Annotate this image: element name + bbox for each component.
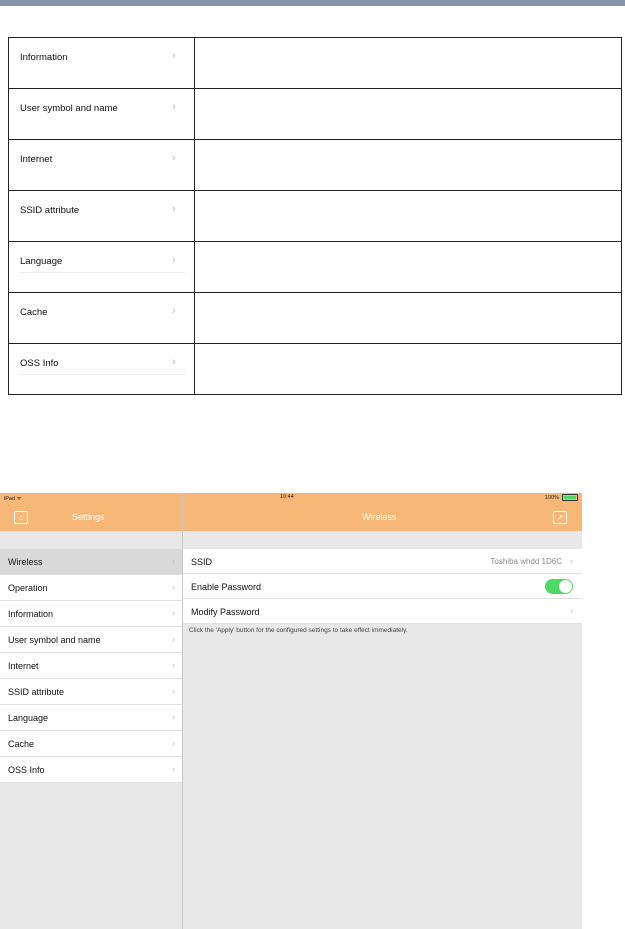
chevron-right-icon: › (172, 556, 175, 566)
table-cell-left (9, 140, 195, 191)
row-label: OSS Info (20, 358, 59, 369)
ssid-value: Toshiba whdd 1D6C (490, 557, 562, 566)
enable-password-toggle[interactable] (545, 579, 573, 594)
table-row (9, 191, 622, 242)
chevron-right-icon: › (172, 101, 176, 113)
table-cell-right (195, 242, 622, 293)
row-label: User symbol and name (20, 103, 118, 114)
chevron-right-icon: › (172, 738, 175, 748)
chevron-right-icon: › (172, 152, 176, 164)
chevron-right-icon: › (172, 305, 176, 317)
sidebar-item-label: Information (8, 609, 54, 619)
table-cell-left (9, 344, 195, 395)
ssid-row[interactable] (183, 549, 582, 574)
table-cell-right (195, 293, 622, 344)
table-row (9, 140, 622, 191)
row-label: SSID attribute (20, 205, 80, 216)
chevron-right-icon: › (172, 203, 176, 215)
share-icon[interactable]: ↗ (553, 511, 567, 524)
chevron-right-icon: › (570, 606, 573, 616)
sidebar-item-cache[interactable] (0, 731, 182, 757)
sidebar-item-label: SSID attribute (8, 687, 65, 697)
sidebar-item-label: Wireless (8, 557, 43, 567)
sidebar-item-information[interactable] (0, 601, 182, 627)
modify-password-row[interactable] (183, 599, 582, 624)
sidebar-item-label: Cache (8, 739, 35, 749)
row-label: Language (20, 256, 63, 267)
table-cell-right (195, 38, 622, 89)
row-label: Cache (20, 307, 48, 318)
ssid-label: SSID (191, 557, 213, 567)
chevron-right-icon: › (172, 582, 175, 592)
app-header (0, 493, 582, 531)
chevron-right-icon: › (172, 634, 175, 644)
sidebar-item-language[interactable] (0, 705, 182, 731)
table-cell-left (9, 38, 195, 89)
table-row (9, 89, 622, 140)
sidebar (0, 549, 182, 783)
chevron-right-icon: › (172, 608, 175, 618)
sidebar-item-label: Language (8, 713, 49, 723)
table-row (9, 38, 622, 89)
battery-icon (562, 494, 578, 501)
sidebar-item-ssid-attribute[interactable] (0, 679, 182, 705)
chevron-right-icon: › (172, 660, 175, 670)
table-cell-left (9, 242, 195, 293)
wireless-settings (183, 549, 582, 624)
table-row (9, 344, 622, 395)
home-icon[interactable]: ⌂ (14, 511, 28, 524)
ipad-screenshot (0, 493, 582, 929)
page-top-bar (0, 0, 625, 6)
table-row (9, 242, 622, 293)
sidebar-item-label: Operation (8, 583, 48, 593)
table-cell-right (195, 191, 622, 242)
row-label: Information (20, 52, 68, 63)
sidebar-item-internet[interactable] (0, 653, 182, 679)
chevron-right-icon: › (172, 712, 175, 722)
apply-note: Click the 'Apply' button for the configured settings to take effect immediately. (189, 627, 408, 634)
sidebar-item-operation[interactable] (0, 575, 182, 601)
chevron-right-icon: › (570, 556, 573, 566)
doc-table (8, 37, 622, 395)
battery-label: 100% (544, 494, 559, 501)
table-cell-left (9, 293, 195, 344)
enable-password-row (183, 574, 582, 599)
chevron-right-icon: › (172, 50, 176, 62)
chevron-right-icon: › (172, 764, 175, 774)
modify-password-label: Modify Password (191, 607, 260, 617)
status-carrier: iPad ᯤ (4, 496, 22, 502)
page-title: Wireless (362, 512, 397, 522)
row-label: Internet (20, 154, 53, 165)
sidebar-item-oss-info[interactable] (0, 757, 182, 783)
status-time: 10:44 (280, 494, 294, 500)
table-cell-right (195, 344, 622, 395)
table-row (9, 293, 622, 344)
sidebar-title: Settings (72, 512, 105, 522)
table-cell-left (9, 191, 195, 242)
table-cell-right (195, 89, 622, 140)
row-underline (20, 272, 185, 273)
enable-password-label: Enable Password (191, 582, 262, 592)
chevron-right-icon: › (172, 254, 176, 266)
sidebar-item-wireless[interactable] (0, 549, 182, 575)
sidebar-item-label: Internet (8, 661, 39, 671)
chevron-right-icon: › (172, 686, 175, 696)
sidebar-item-label: OSS Info (8, 765, 45, 775)
sidebar-item-user-symbol[interactable] (0, 627, 182, 653)
sidebar-item-label: User symbol and name (8, 635, 101, 645)
table-cell-left (9, 89, 195, 140)
status-battery (545, 494, 578, 501)
chevron-right-icon: › (172, 356, 176, 368)
table-cell-right (195, 140, 622, 191)
row-underline (20, 374, 185, 375)
